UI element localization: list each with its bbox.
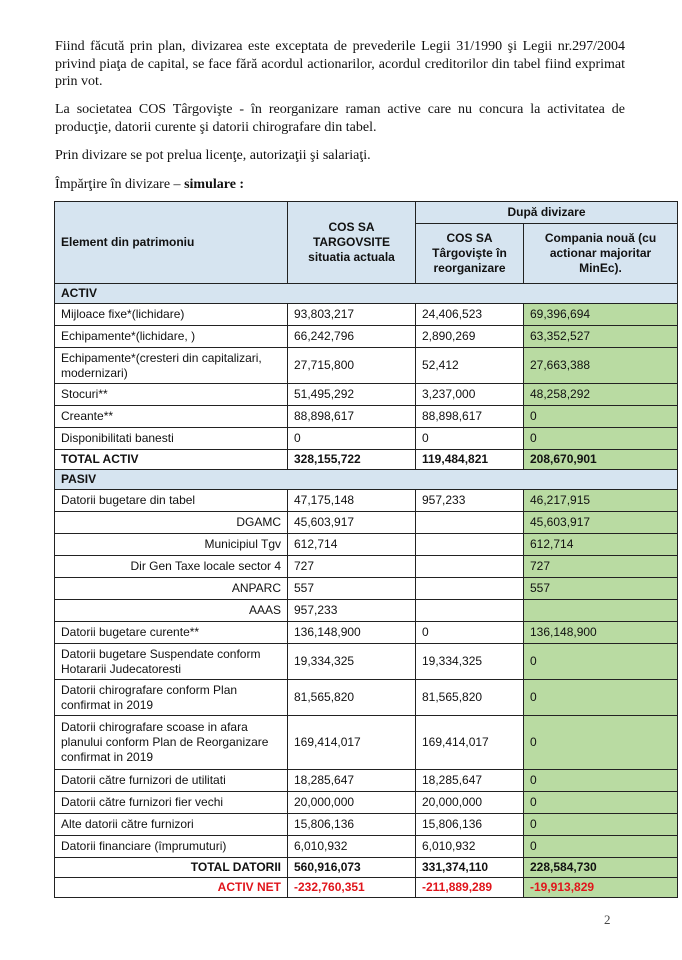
row-label: Disponibilitati banesti xyxy=(55,428,288,450)
simulare-bold: simulare : xyxy=(184,177,245,192)
row-cos-actual: 727 xyxy=(288,556,416,578)
paragraph-simulare xyxy=(55,176,625,194)
activ-net-c2: -211,889,289 xyxy=(416,878,524,898)
row-cos-reorganizare: 957,233 xyxy=(416,490,524,512)
row-compania-noua: 136,148,900 xyxy=(524,622,678,644)
total-activ-c2: 119,484,821 xyxy=(416,450,524,470)
row-compania-noua: 46,217,915 xyxy=(524,490,678,512)
total-activ-c3: 208,670,901 xyxy=(524,450,678,470)
row-compania-noua: 0 xyxy=(524,680,678,716)
total-activ-label: TOTAL ACTIV xyxy=(55,450,288,470)
row-cos-reorganizare xyxy=(416,534,524,556)
table-row xyxy=(55,556,678,578)
paragraph-licente: Prin divizare se pot prelua licenţe, autorizaţii şi salariaţi. xyxy=(55,148,371,163)
row-label: Datorii financiare (împrumuturi) xyxy=(55,836,288,858)
row-cos-reorganizare: 6,010,932 xyxy=(416,836,524,858)
total-datorii-label: TOTAL DATORII xyxy=(55,858,288,878)
row-label: Datorii chirografare scoase in afara planului conform Plan de Reorganizare confirmat in 2019 xyxy=(55,716,288,770)
row-cos-actual: 27,715,800 xyxy=(288,348,416,384)
simulare-prefix: Împărţire în divizare – xyxy=(55,177,185,192)
row-cos-actual: 18,285,647 xyxy=(288,770,416,792)
header-cos-actual: COS SA TARGOVSITE situatia actuala xyxy=(288,202,416,284)
activ-net-label: ACTIV NET xyxy=(55,878,288,898)
paragraph-cos-targoviste: La societatea COS Târgovişte - în reorganizare raman active care nu concura la activitatea de producţie, datorii curente şi datorii chirografare din tabel. xyxy=(55,102,625,135)
row-cos-reorganizare: 2,890,269 xyxy=(416,326,524,348)
row-compania-noua: 0 xyxy=(524,428,678,450)
row-cos-reorganizare: 169,414,017 xyxy=(416,716,524,770)
row-compania-noua: 0 xyxy=(524,644,678,680)
table-row xyxy=(55,490,678,512)
row-cos-actual: 136,148,900 xyxy=(288,622,416,644)
table-head xyxy=(55,202,678,304)
row-cos-actual: 0 xyxy=(288,428,416,450)
row-cos-reorganizare: 24,406,523 xyxy=(416,304,524,326)
row-compania-noua: 63,352,527 xyxy=(524,326,678,348)
table-row xyxy=(55,622,678,644)
table-row xyxy=(55,406,678,428)
row-cos-reorganizare xyxy=(416,578,524,600)
table-row xyxy=(55,814,678,836)
row-label: Datorii către furnizori de utilitati xyxy=(55,770,288,792)
table-row xyxy=(55,304,678,326)
row-label: Datorii bugetare curente** xyxy=(55,622,288,644)
row-label: Datorii bugetare din tabel xyxy=(55,490,288,512)
row-cos-actual: 19,334,325 xyxy=(288,644,416,680)
section-pasiv: PASIV xyxy=(55,470,678,490)
header-dupa-divizare: După divizare xyxy=(416,202,678,224)
table-row xyxy=(55,348,678,384)
row-label: Echipamente*(lichidare, ) xyxy=(55,326,288,348)
row-compania-noua: 48,258,292 xyxy=(524,384,678,406)
table-totals xyxy=(55,858,678,898)
table-row xyxy=(55,384,678,406)
row-compania-noua: 45,603,917 xyxy=(524,512,678,534)
row-cos-actual: 15,806,136 xyxy=(288,814,416,836)
total-activ xyxy=(55,450,678,490)
table-row xyxy=(55,836,678,858)
table-row xyxy=(55,716,678,770)
row-compania-noua: 0 xyxy=(524,792,678,814)
row-cos-reorganizare: 19,334,325 xyxy=(416,644,524,680)
divizare-table xyxy=(54,201,678,898)
row-cos-reorganizare: 15,806,136 xyxy=(416,814,524,836)
row-label: Dir Gen Taxe locale sector 4 xyxy=(55,556,288,578)
table-row xyxy=(55,534,678,556)
row-cos-reorganizare: 0 xyxy=(416,622,524,644)
row-compania-noua: 0 xyxy=(524,836,678,858)
row-cos-reorganizare: 18,285,647 xyxy=(416,770,524,792)
table-row xyxy=(55,680,678,716)
row-cos-actual: 66,242,796 xyxy=(288,326,416,348)
total-datorii-c3: 228,584,730 xyxy=(524,858,678,878)
row-compania-noua: 69,396,694 xyxy=(524,304,678,326)
row-label: Alte datorii către furnizori xyxy=(55,814,288,836)
total-datorii-c1: 560,916,073 xyxy=(288,858,416,878)
row-compania-noua: 27,663,388 xyxy=(524,348,678,384)
activ-rows xyxy=(55,304,678,450)
row-cos-actual: 957,233 xyxy=(288,600,416,622)
row-cos-actual: 93,803,217 xyxy=(288,304,416,326)
row-label: Datorii bugetare Suspendate conform Hotararii Judecatoresti xyxy=(55,644,288,680)
row-label: AAAS xyxy=(55,600,288,622)
row-cos-reorganizare: 0 xyxy=(416,428,524,450)
row-cos-actual: 81,565,820 xyxy=(288,680,416,716)
row-label: Echipamente*(cresteri din capitalizari, modernizari) xyxy=(55,348,288,384)
section-activ: ACTIV xyxy=(55,284,678,304)
row-cos-reorganizare xyxy=(416,600,524,622)
table-row xyxy=(55,578,678,600)
table-row xyxy=(55,600,678,622)
row-cos-actual: 51,495,292 xyxy=(288,384,416,406)
row-label: Municipiul Tgv xyxy=(55,534,288,556)
table-row xyxy=(55,770,678,792)
row-label: ANPARC xyxy=(55,578,288,600)
row-cos-actual: 612,714 xyxy=(288,534,416,556)
table-row xyxy=(55,326,678,348)
header-compania-noua: Compania nouă (cu actionar majoritar MinEc). xyxy=(524,224,678,284)
row-label: Creante** xyxy=(55,406,288,428)
pasiv-rows xyxy=(55,490,678,858)
row-cos-actual: 20,000,000 xyxy=(288,792,416,814)
table-row xyxy=(55,792,678,814)
row-compania-noua: 0 xyxy=(524,716,678,770)
header-element: Element din patrimoniu xyxy=(55,202,288,284)
row-label: Stocuri** xyxy=(55,384,288,406)
row-compania-noua: 0 xyxy=(524,814,678,836)
row-label: Datorii către furnizori fier vechi xyxy=(55,792,288,814)
paragraph-divizare-exceptata: Fiind făcută prin plan, divizarea este exceptata de prevederile Legii 31/1990 şi Legii nr.297/2004 privind piaţa de capital, se face fără acordul actionarilor, acordul creditorilor din tabel fiind exprimat prin vot. xyxy=(55,39,625,89)
row-cos-actual: 6,010,932 xyxy=(288,836,416,858)
row-compania-noua: 0 xyxy=(524,770,678,792)
row-compania-noua: 0 xyxy=(524,406,678,428)
table-row xyxy=(55,644,678,680)
row-compania-noua: 612,714 xyxy=(524,534,678,556)
row-compania-noua: 557 xyxy=(524,578,678,600)
row-cos-actual: 557 xyxy=(288,578,416,600)
activ-net-c3: -19,913,829 xyxy=(524,878,678,898)
row-cos-reorganizare xyxy=(416,556,524,578)
row-cos-reorganizare: 3,237,000 xyxy=(416,384,524,406)
row-cos-actual: 45,603,917 xyxy=(288,512,416,534)
row-compania-noua: 727 xyxy=(524,556,678,578)
row-cos-actual: 169,414,017 xyxy=(288,716,416,770)
header-cos-reorganizare: COS SA Târgovişte în reorganizare xyxy=(416,224,524,284)
row-cos-actual: 47,175,148 xyxy=(288,490,416,512)
activ-net-c1: -232,760,351 xyxy=(288,878,416,898)
total-datorii-c2: 331,374,110 xyxy=(416,858,524,878)
row-cos-actual: 88,898,617 xyxy=(288,406,416,428)
row-cos-reorganizare xyxy=(416,512,524,534)
table-row xyxy=(55,512,678,534)
row-cos-reorganizare: 81,565,820 xyxy=(416,680,524,716)
total-activ-c1: 328,155,722 xyxy=(288,450,416,470)
row-cos-reorganizare: 20,000,000 xyxy=(416,792,524,814)
row-label: DGAMC xyxy=(55,512,288,534)
row-label: Datorii chirografare conform Plan confirmat in 2019 xyxy=(55,680,288,716)
row-compania-noua xyxy=(524,600,678,622)
row-cos-reorganizare: 52,412 xyxy=(416,348,524,384)
row-cos-reorganizare: 88,898,617 xyxy=(416,406,524,428)
table-row xyxy=(55,428,678,450)
page-number: 2 xyxy=(604,912,611,927)
row-label: Mijloace fixe*(lichidare) xyxy=(55,304,288,326)
